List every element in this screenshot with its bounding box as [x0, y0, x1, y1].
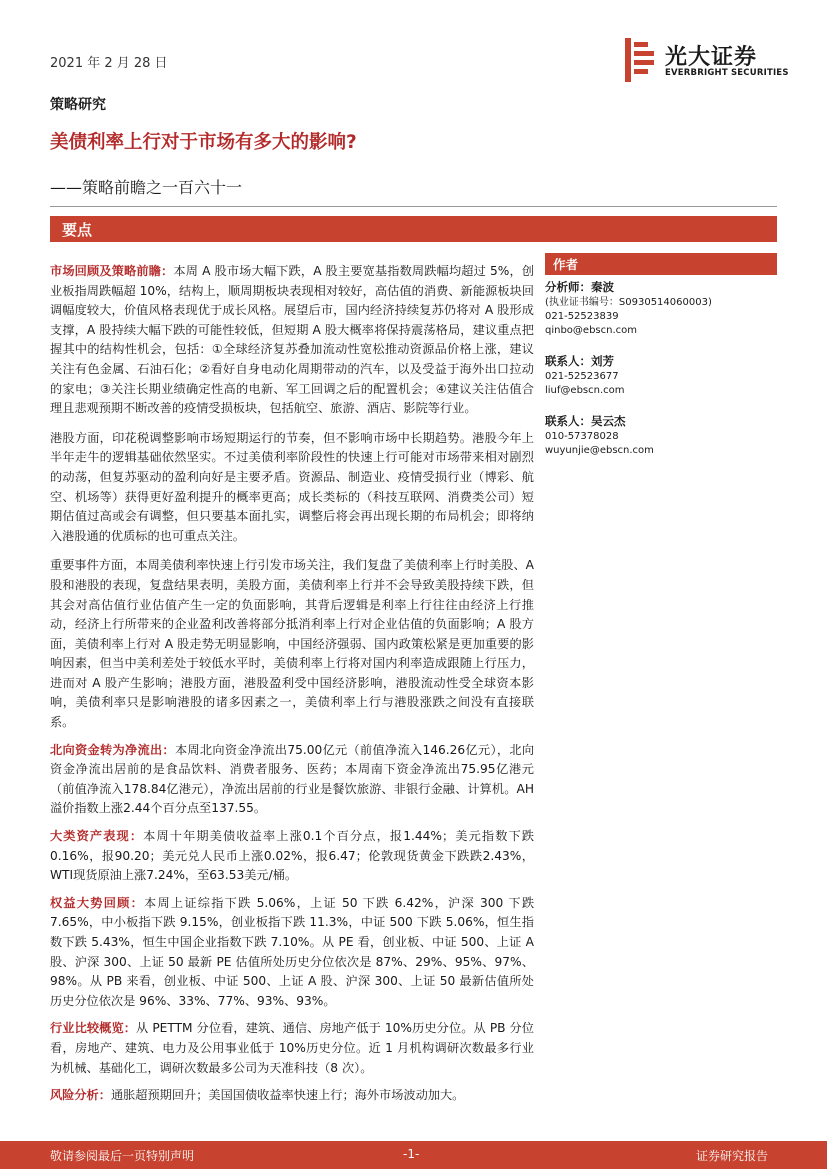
paragraph-hk-market	[50, 429, 534, 547]
contact-email[interactable]: liuf@ebscn.com	[545, 385, 625, 396]
contact-name: 联系人：刘芳	[545, 354, 614, 368]
contact-wu	[545, 412, 777, 458]
header-divider	[50, 206, 777, 207]
logo-en-text: EVERBRIGHT SECURITIES	[665, 68, 789, 78]
page-number: -1-	[403, 1147, 420, 1161]
main-content	[50, 262, 534, 1114]
paragraph-risk	[50, 1086, 534, 1106]
paragraph-key-events	[50, 556, 534, 732]
contact-name: 联系人：吴云杰	[545, 414, 626, 428]
page-footer	[0, 1141, 827, 1169]
contact-email[interactable]: wuyunjie@ebscn.com	[545, 445, 654, 456]
section-header-label: 要点	[62, 221, 93, 239]
paragraph-text: 通胀超预期回升；美国国债收益率快速上行；海外市场波动加大。	[110, 1088, 465, 1103]
report-date: 2021 年 2 月 28 日	[50, 56, 168, 71]
footer-report-type: 证券研究报告	[696, 1149, 769, 1163]
contact-phone: 010-57378028	[545, 431, 619, 442]
author-heading: 作者	[545, 253, 777, 275]
contact-license: (执业证书编号：S0930514060003)	[545, 297, 712, 308]
paragraph-equity-review	[50, 894, 534, 1012]
paragraph-text: 从 PETTM 分位看，建筑、通信、房地产低于 10%历史分位。从 PB 分位看，房地产、建筑、电力及公用事业低于 10%历史分位。近 1 月机构调研次数最多行业为机械、基础化工，调研次数最多公司为天准科技（8 次）。	[50, 1021, 534, 1075]
contact-analyst	[545, 278, 777, 338]
section-header-bar	[50, 216, 777, 242]
paragraph-lead: 市场回顾及策略前瞻：	[50, 264, 174, 278]
paragraph-market-review	[50, 262, 534, 419]
contact-phone: 021-52523677	[545, 371, 619, 382]
paragraph-text: 本周北向资金净流出75.00亿元（前值净流入146.26亿元），北向资金净流出居前的是食品饮料、消费者服务、医药；本周南下资金净流出75.95亿港元（前值净流入178.84亿港元），净流出居前的行业是餐饮旅游、非银行金融、计算机。AH溢价指数上涨2.44个百分点至137.55。	[50, 742, 535, 816]
paragraph-lead: 北向资金转为净流出：	[50, 742, 175, 757]
report-subtitle: ——策略前瞻之一百六十一	[50, 178, 243, 197]
paragraph-lead: 行业比较概览：	[50, 1021, 137, 1036]
logo-cn-text: 光大证券	[665, 45, 758, 70]
logo-mark-icon	[625, 38, 657, 82]
footer-disclaimer: 敬请参阅最后一页特别声明	[50, 1149, 195, 1163]
paragraph-northbound	[50, 741, 534, 819]
paragraph-lead: 风险分析：	[50, 1088, 111, 1103]
paragraph-text: 本周上证综指下跌 5.06%，上证 50 下跌 6.42%，沪深 300 下跌 7.65%，中小板指下跌 9.15%，创业板指下跌 11.3%，中证 500 下跌 5.06%，恒生指数下跌 5.43%，恒生中国企业指数下跌 7.10%。从 PE 看，创业板、中证 500、上证 A 股、沪深 300、上证 50 最新 PE 估值所处历史分位依次是 87%、29%、95%、97%、98%。从 PB 来看，创业板、中证 500、上证 A 股、沪深 300、上证 50 最新估值所处历史分位依次是 96%、33%、77%、93%、93%。	[50, 895, 535, 1008]
report-category: 策略研究	[50, 97, 106, 113]
paragraph-lead: 权益大势回顾：	[50, 895, 145, 910]
paragraph-text: 港股方面，印花税调整影响市场短期运行的节奏，但不影响市场中长期趋势。港股今年上半年走牛的逻辑基础依然坚实。不过美债利率阶段性的快速上行可能对市场带来相对剧烈的动荡，但复苏驱动的盈利向好是主要矛盾。资源品、制造业、疫情受损行业（博彩、航空、机场等）获得更好盈利提升的概率更高；成长类标的（科技互联网、消费类公司）短期估值过高或会有调整，但只要基本面扎实，调整后将会再出现长期的布局机会；即将纳入港股通的优质标的也可重点关注。	[50, 430, 534, 543]
paragraph-lead: 大类资产表现：	[50, 829, 144, 844]
author-sidebar	[545, 253, 777, 458]
paragraph-asset-classes	[50, 827, 534, 886]
paragraph-text: 本周 A 股市场大幅下跌，A 股主要宽基指数周跌幅均超过 5%，创业板指周跌幅超 10%，结构上，顺周期板块表现相对较好，高估值的消费、新能源板块回调幅度较大，价值风格表现优于成长风格。展望后市，国内经济持续复苏仍将对 A 股形成支撑，A 股持续大幅下跌的可能性较低，但短期 A 股大概率将保持震荡格局，建议重点把握其中的结构性机会，包括：①全球经济复苏叠加流动性宽松推动资源品价格上涨，建议关注有色金属、石油石化；②看好自身电动化周期带动的汽车，以及受益于海外出口拉动的家电；③关注长期业绩确定性高的电新、军工回调之后的配置机会；④建议关注估值合理且悲观预期不断改善的疫情受损板块，包括航空、旅游、酒店、影院等行业。	[50, 264, 535, 416]
contact-liu	[545, 352, 777, 398]
report-title: 美债利率上行对于市场有多大的影响?	[50, 132, 357, 153]
paragraph-industry-overview	[50, 1019, 534, 1078]
paragraph-text: 本周十年期美债收益率上涨0.1个百分点，报1.44%；美元指数下跌0.16%，报90.20；美元兑人民币上涨0.02%，报6.47；伦敦现货黄金下跌跌2.43%，WTI现货原油上涨7.24%，至63.53美元/桶。	[50, 829, 534, 883]
company-logo	[625, 38, 789, 82]
contact-email[interactable]: qinbo@ebscn.com	[545, 325, 638, 336]
contact-phone: 021-52523839	[545, 311, 619, 322]
contact-name: 分析师：秦波	[545, 280, 614, 294]
paragraph-text: 重要事件方面，本周美债利率快速上行引发市场关注，我们复盘了美债利率上行时美股、A 股和港股的表现，复盘结果表明，美股方面，美债利率上行并不会导致美股持续下跌，但其会对高估值行业估值产生一定的负面影响，其背后逻辑是利率上行往往由经济上行推动，经济上行所带来的企业盈利改善将部分抵消利率上行对企业估值的负面影响；A 股方面，美债利率上行对 A 股走势无明显影响，中国经济强弱、国内政策松紧是更加重要的影响因素，但当中美利差处于较低水平时，美债利率上行将对国内利率造成跟随上行压力，进而对 A 股产生影响；港股方面，港股盈利受中国经济影响，港股流动性受全球资本影响，美债利率只是影响港股的诸多因素之一，美债利率上行与港股涨跌之间没有直接联系。	[50, 558, 534, 730]
